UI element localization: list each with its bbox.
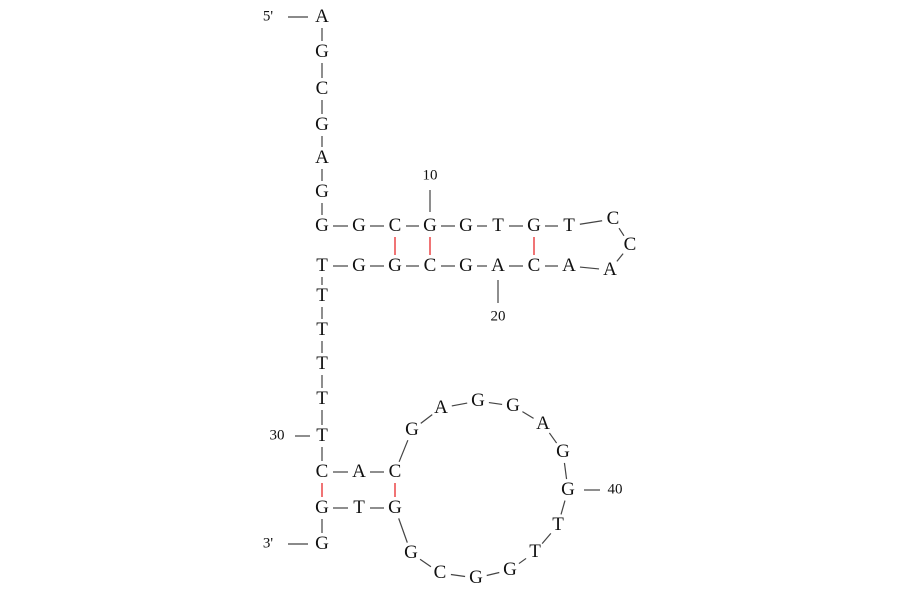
base-48: T xyxy=(353,497,365,518)
base-17: A xyxy=(603,259,617,280)
backbone-link xyxy=(489,403,502,405)
base-26: T xyxy=(316,285,328,306)
backbone-link xyxy=(399,440,408,462)
backbone-link xyxy=(452,403,467,406)
position-label: 40 xyxy=(607,481,623,498)
base-18: A xyxy=(562,255,576,276)
base-45: C xyxy=(433,562,447,583)
base-20: A xyxy=(491,255,505,276)
base-24: G xyxy=(352,255,366,276)
base-28: T xyxy=(316,353,328,374)
base-5: A xyxy=(315,147,329,168)
base-35: A xyxy=(434,397,448,418)
base-41: T xyxy=(552,514,564,535)
base-38: A xyxy=(536,413,550,434)
base-36: G xyxy=(471,390,485,411)
backbone-link xyxy=(522,412,533,419)
base-12: T xyxy=(492,215,504,236)
base-23: G xyxy=(388,255,402,276)
base-7: G xyxy=(315,215,329,236)
base-9: C xyxy=(388,215,402,236)
base-42: T xyxy=(529,541,541,562)
base-15: C xyxy=(606,208,620,229)
base-4: G xyxy=(315,114,329,135)
base-27: T xyxy=(316,319,328,340)
base-31: C xyxy=(315,461,329,482)
base-49: G xyxy=(315,497,329,518)
position-label: 20 xyxy=(490,308,506,325)
base-3: C xyxy=(315,78,329,99)
backbone-link xyxy=(561,501,565,515)
base-47: G xyxy=(388,497,402,518)
position-label: 10 xyxy=(422,167,438,184)
base-14: T xyxy=(563,215,575,236)
base-37: G xyxy=(506,395,520,416)
base-13: G xyxy=(527,215,541,236)
base-34: G xyxy=(405,419,419,440)
end-label: 3' xyxy=(262,535,274,552)
end-label: 5' xyxy=(262,8,274,25)
backbone-link xyxy=(487,573,500,576)
base-11: G xyxy=(459,215,473,236)
backbone-link xyxy=(580,221,602,225)
base-46: G xyxy=(404,542,418,563)
base-25: T xyxy=(316,255,328,276)
base-19: C xyxy=(527,255,541,276)
base-32: A xyxy=(352,461,366,482)
base-21: G xyxy=(459,255,473,276)
base-1: A xyxy=(315,6,329,27)
base-44: G xyxy=(469,567,483,588)
base-10: G xyxy=(423,215,437,236)
backbone-link xyxy=(564,463,566,479)
position-label: 30 xyxy=(269,427,285,444)
base-43: G xyxy=(503,559,517,580)
base-50: G xyxy=(315,533,329,554)
base-33: C xyxy=(388,461,402,482)
base-40: G xyxy=(561,479,575,500)
base-29: T xyxy=(316,388,328,409)
base-22: C xyxy=(423,255,437,276)
base-30: T xyxy=(316,425,328,446)
base-6: G xyxy=(315,181,329,202)
backbone-link xyxy=(399,518,408,542)
base-39: G xyxy=(556,441,570,462)
base-2: G xyxy=(315,41,329,62)
backbone-link xyxy=(451,575,465,577)
base-8: G xyxy=(352,215,366,236)
base-16: C xyxy=(623,234,637,255)
backbone-link xyxy=(580,267,599,269)
